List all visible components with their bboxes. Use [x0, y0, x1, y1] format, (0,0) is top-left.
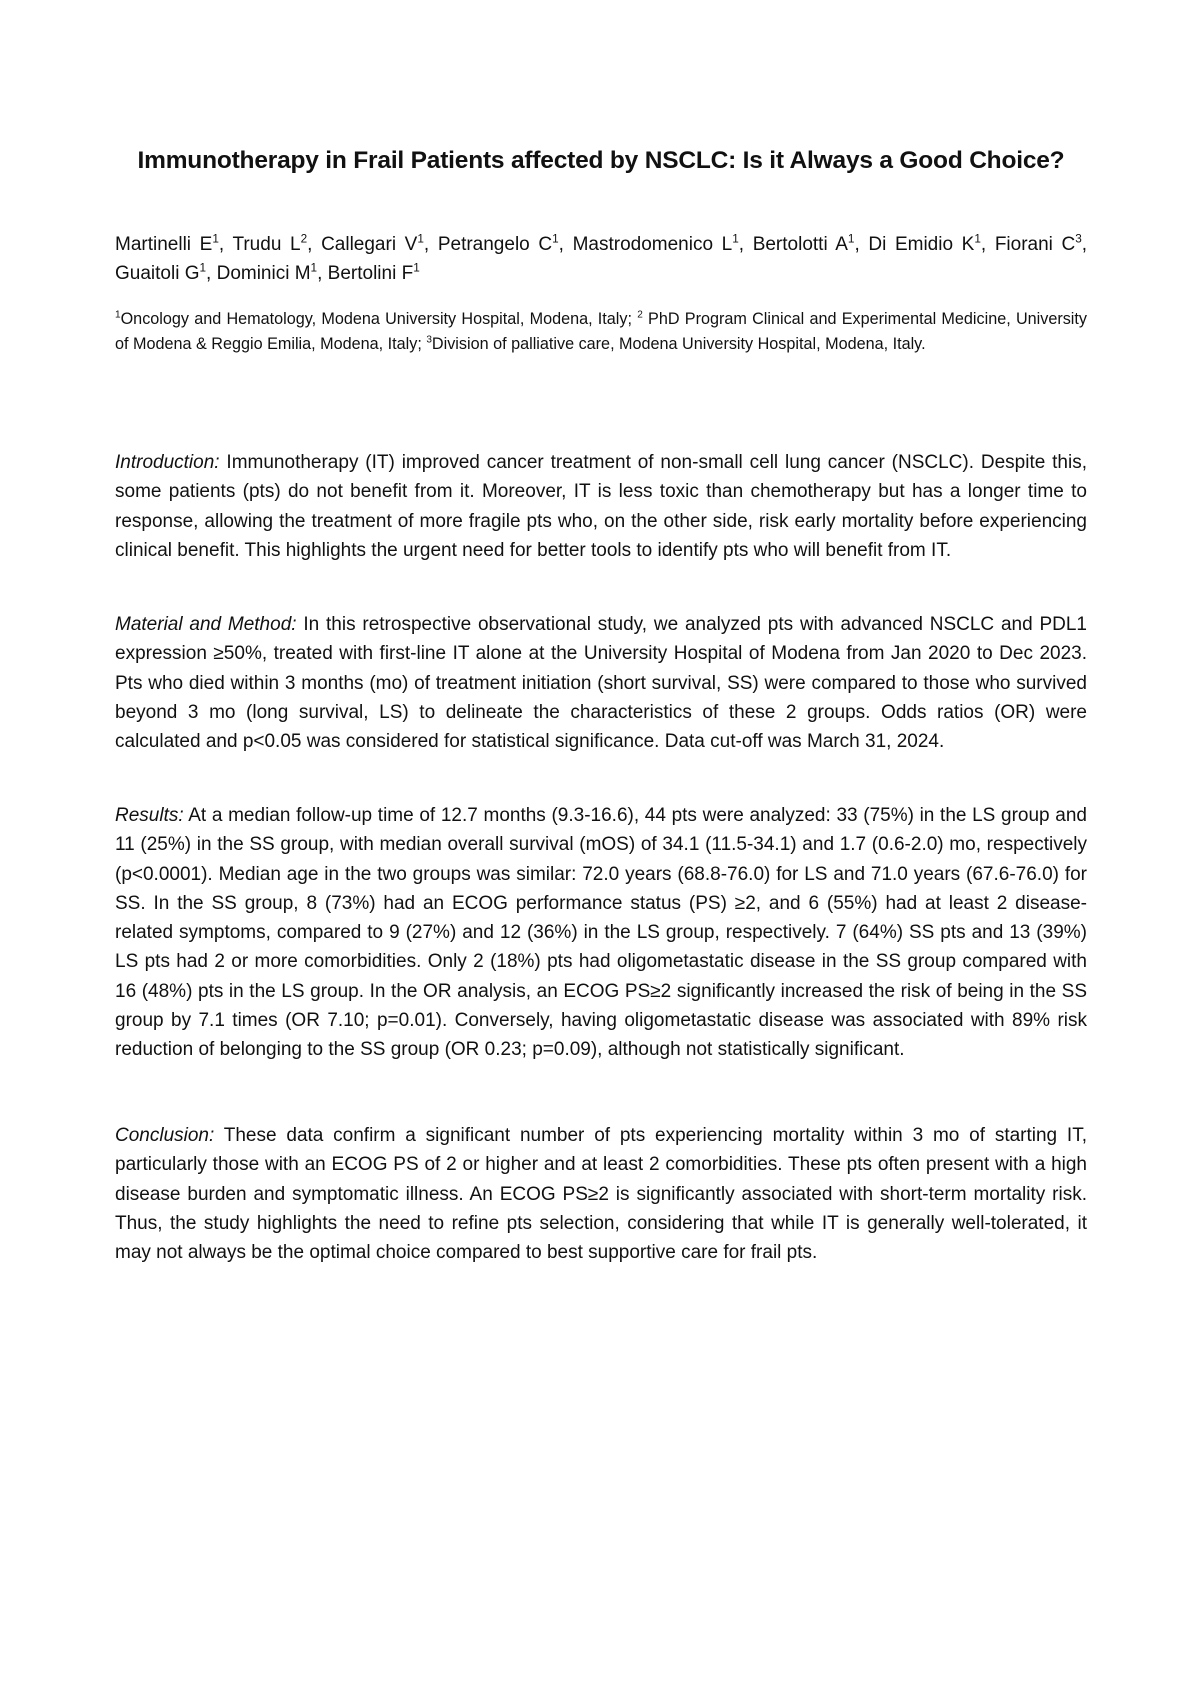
author: Callegari $V^1$	[321, 232, 424, 255]
author: Bertolotti $A^1$	[752, 232, 855, 255]
section-body: Immunotherapy (IT) improved cancer treatment of non-small cell lung cancer (NSCLC). Despite this, some patients (pts) do not benefit from it. Moreover, IT is less toxic than chemotherapy but has a longer time to response, allowing the treatment of more fragile pts who, on the other side, risk early mortality before experiencing clinical benefit. This highlights the urgent need for better tools to identify pts who will benefit from IT.	[115, 452, 1087, 561]
section-body: At a median follow-up time of 12.7 months (9.3-16.6), 44 pts were analyzed: 33 (75%) in the LS group and 11 (25%) in the SS group, with median overall survival (mOS) of 34.1 (11.5-34.1) and 1.7 (0.6-2.0) mo, respectively (p<0.0001). Median age in the two groups was similar: 72.0 years (68.8-76.0) for LS and 71.0 years (67.6-76.0) for SS. In the SS group, 8 (73%) had an ECOG performance status (PS) ≥2, and 6 (55%) had at least 2 disease-related symptoms, compared to 9 (27%) and 12 (36%) in the LS group, respectively. 7 (64%) SS pts and 13 (39%) LS pts had 2 or more comorbidities. Only 2 (18%) pts had oligometastatic disease in the SS group compared with 16 (48%) pts in the LS group. In the OR analysis, an ECOG PS≥2 significantly increased the risk of being in the SS group by 7.1 times (OR 7.10; p=0.01). Conversely, having oligometastatic disease was associated with 89% risk reduction of belonging to the SS group (OR 0.23; p=0.09), although not statistically significant.	[115, 805, 1087, 1061]
section-label: Material and Method:	[115, 614, 297, 635]
section-body: In this retrospective observational study, we analyzed pts with advanced NSCLC and PDL1 expression ≥50%, treated with first-line IT alone at the University Hospital of Modena from Jan 2020 to Dec 2023. Pts who died within 3 months (mo) of treatment initiation (short survival, SS) were compared to those who survived beyond 3 mo (long survival, LS) to delineate the characteristics of these 2 groups. Odds ratios (OR) were calculated and p<0.05 was considered for statistical significance. Data cut-off was March 31, 2024.	[115, 614, 1087, 753]
author: Fiorani $C^3$	[994, 232, 1082, 255]
author: Guaitoli $G^1$	[115, 261, 207, 284]
affiliation-list	[115, 307, 1087, 357]
affiliation-number: 1	[115, 309, 121, 321]
methods-section	[115, 610, 1087, 756]
author: Di Emidio $K^1$	[868, 232, 981, 255]
conclusion-section	[115, 1121, 1087, 1267]
author: Bertolini $F^1$	[327, 261, 420, 284]
affiliation-text: PhD Program Clinical and Experimental Medicine, University of Modena & Reggio Emilia, Modena, Italy;	[115, 310, 1087, 353]
affiliation-text: Division of palliative care, Modena University Hospital, Modena, Italy.	[431, 335, 926, 353]
affiliation-text: Oncology and Hematology, Modena University Hospital, Modena, Italy;	[120, 310, 638, 328]
author: Trudu $L^2$	[232, 232, 308, 255]
author: Martinelli $E^1$	[115, 232, 219, 255]
author: Petrangelo $C^1$	[437, 232, 559, 255]
author: Dominici $M^1$	[216, 261, 318, 284]
section-label: Introduction:	[115, 452, 220, 473]
section-label: Results:	[115, 805, 184, 826]
author-list: Martinelli $E^1$, Trudu $L^2$, Callegari $V^1$, Petrangelo $C^1$, Mastrodomenico $L^1$, Bertolotti $A^1$, Di Emidio $K^1$, Fiorani $C^3$, Guaitoli $G^1$, Dominici $M^1$, Bertolini $F^1$	[115, 232, 1088, 284]
affiliation-number: 2	[637, 309, 643, 321]
author: Mastrodomenico $L^1$	[572, 232, 739, 255]
section-body: These data confirm a significant number of pts experiencing mortality within 3 mo of starting IT, particularly those with an ECOG PS of 2 or higher and at least 2 comorbidities. These pts often present with a high disease burden and symptomatic illness. An ECOG PS≥2 is significantly associated with short-term mortality risk. Thus, the study highlights the need to refine pts selection, considering that while IT is generally well-tolerated, it may not always be the optimal choice compared to best supportive care for frail pts.	[115, 1125, 1087, 1264]
paper-title: Immunotherapy in Frail Patients affected by NSCLC: Is it Always a Good Choice?	[137, 147, 1065, 174]
section-label: Conclusion:	[115, 1125, 215, 1146]
affiliation-number: 3	[426, 334, 432, 346]
results-section	[115, 801, 1087, 1065]
introduction-section	[115, 448, 1087, 565]
